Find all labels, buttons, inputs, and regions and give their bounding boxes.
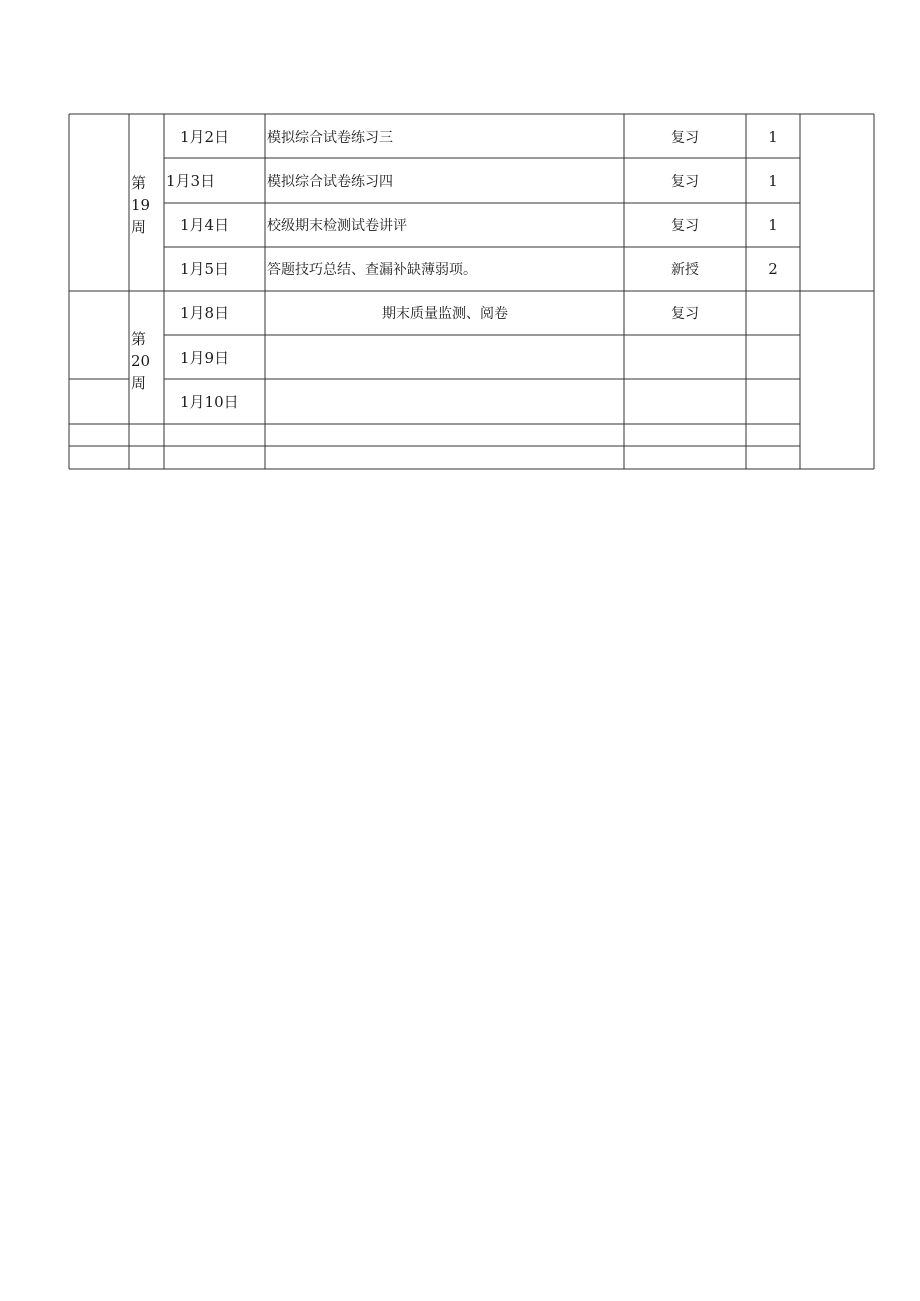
table-grid	[69, 114, 874, 469]
week-19-label	[131, 174, 150, 236]
date-cell: 1月4日	[180, 216, 230, 234]
content-cell: 模拟综合试卷练习三	[267, 130, 393, 146]
table-row	[180, 393, 239, 411]
hours-cell: 1	[768, 172, 778, 190]
table-row	[166, 172, 778, 190]
week-19-label-line3: 周	[131, 218, 147, 236]
week-20-label	[131, 330, 150, 392]
week-19-label-line1: 第	[131, 174, 147, 192]
type-cell: 复习	[671, 130, 699, 146]
hours-cell: 2	[768, 260, 778, 278]
type-cell: 新授	[671, 262, 699, 278]
hours-cell: 1	[768, 216, 778, 234]
table-row	[180, 128, 778, 146]
hours-cell: 1	[768, 128, 778, 146]
date-cell: 1月9日	[180, 349, 230, 367]
table-row	[180, 304, 699, 322]
type-cell: 复习	[671, 174, 699, 190]
date-cell: 1月3日	[166, 172, 216, 190]
table-row	[180, 260, 778, 278]
week-20-label-line3: 周	[131, 374, 147, 392]
type-cell: 复习	[671, 306, 699, 322]
date-cell: 1月10日	[180, 393, 239, 411]
table-row	[180, 216, 778, 234]
date-cell: 1月5日	[180, 260, 230, 278]
table-row	[180, 349, 229, 367]
type-cell: 复习	[671, 218, 699, 234]
week-19-label-line2: 19	[131, 196, 151, 214]
week-20-label-line1: 第	[131, 330, 147, 348]
content-cell: 期末质量监测、阅卷	[382, 306, 508, 322]
week-20-label-line2: 20	[131, 352, 151, 370]
content-cell: 模拟综合试卷练习四	[267, 174, 393, 190]
content-cell: 校级期末检测试卷讲评	[267, 218, 407, 234]
date-cell: 1月2日	[180, 128, 230, 146]
content-cell: 答题技巧总结、查漏补缺薄弱项。	[267, 262, 477, 278]
date-cell: 1月8日	[180, 304, 230, 322]
